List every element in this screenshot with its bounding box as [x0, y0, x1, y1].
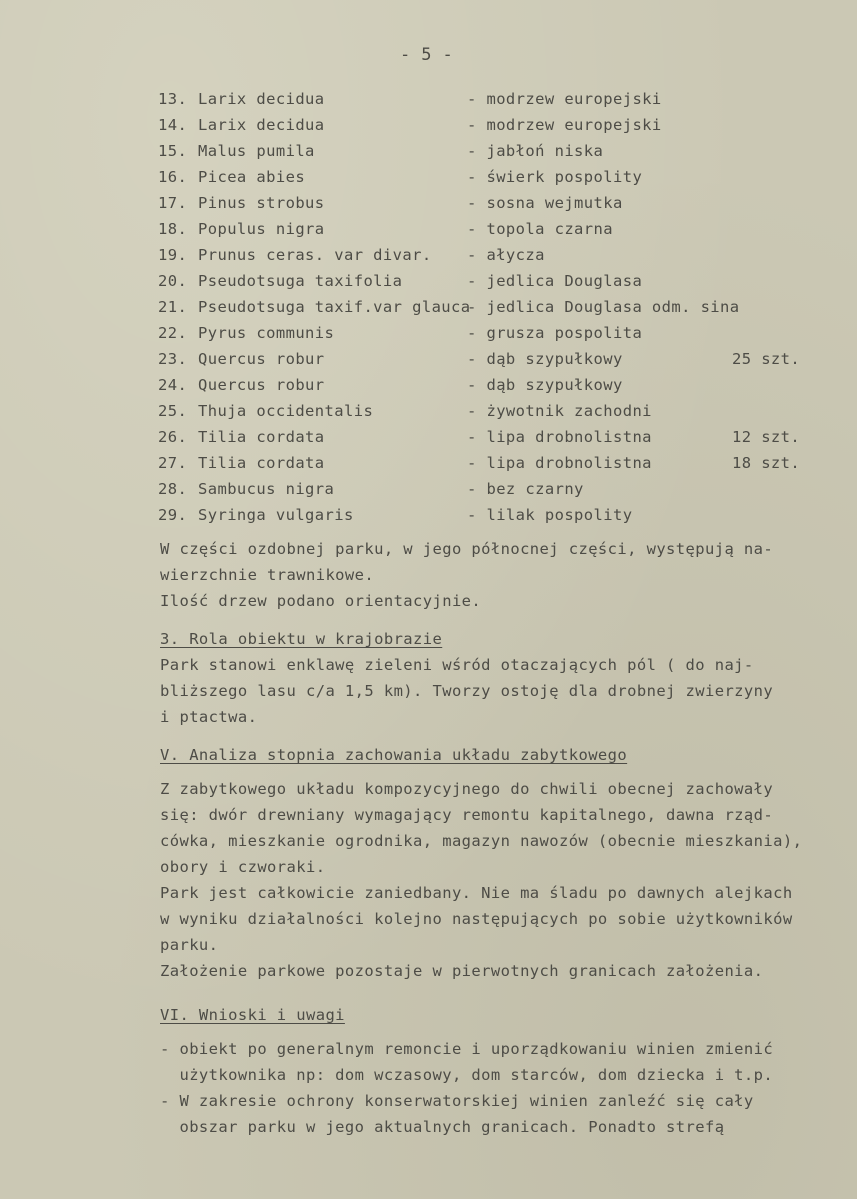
note-line-1: W części ozdobnej parku, w jego północnej części, występują na-	[160, 540, 774, 558]
note-line-3: Ilość drzew podano orientacyjnie.	[160, 592, 482, 610]
species-polish-name: - jedlica Douglasa odm. sina	[467, 298, 740, 316]
species-polish-name: - grusza pospolita	[467, 324, 643, 342]
section-5-line-3: cówka, mieszkanie ogrodnika, magazyn nawozów (obecnie mieszkania),	[160, 832, 803, 850]
species-number: 23.	[158, 350, 188, 368]
species-latin-name: Populus nigra	[198, 220, 325, 238]
section-6-line-1: - obiekt po generalnym remoncie i uporządkowaniu winien zmienić	[160, 1040, 774, 1058]
species-latin-name: Syringa vulgaris	[198, 506, 354, 524]
species-number: 27.	[158, 454, 188, 472]
section-3-heading: 3. Rola obiektu w krajobrazie	[160, 630, 443, 648]
species-latin-name: Tilia cordata	[198, 454, 325, 472]
species-latin-name: Pseudotsuga taxifolia	[198, 272, 403, 290]
species-polish-name: - ałycza	[467, 246, 545, 264]
section-3-line-3: i ptactwa.	[160, 708, 258, 726]
species-number: 16.	[158, 168, 188, 186]
section-5-line-5: Park jest całkowicie zaniedbany. Nie ma śladu po dawnych alejkach	[160, 884, 793, 902]
species-number: 15.	[158, 142, 188, 160]
species-polish-name: - lipa drobnolistna	[467, 428, 652, 446]
species-number: 29.	[158, 506, 188, 524]
species-number: 21.	[158, 298, 188, 316]
species-number: 26.	[158, 428, 188, 446]
section-5-line-8: Założenie parkowe pozostaje w pierwotnych granicach założenia.	[160, 962, 764, 980]
species-polish-name: - bez czarny	[467, 480, 584, 498]
note-line-2: wierzchnie trawnikowe.	[160, 566, 375, 584]
page-number: - 5 -	[400, 45, 454, 65]
species-latin-name: Quercus robur	[198, 350, 325, 368]
section-3-line-2: bliższego lasu c/a 1,5 km). Tworzy ostoję dla drobnej zwierzyny	[160, 682, 774, 700]
species-polish-name: - lilak pospolity	[467, 506, 633, 524]
species-latin-name: Sambucus nigra	[198, 480, 335, 498]
species-number: 17.	[158, 194, 188, 212]
section-5-line-4: obory i czworaki.	[160, 858, 326, 876]
species-latin-name: Quercus robur	[198, 376, 325, 394]
species-polish-name: - jedlica Douglasa	[467, 272, 643, 290]
section-6-line-4: obszar parku w jego aktualnych granicach. Ponadto strefą	[160, 1118, 725, 1136]
species-polish-name: - dąb szypułkowy	[467, 376, 623, 394]
species-number: 20.	[158, 272, 188, 290]
species-polish-name: - topola czarna	[467, 220, 613, 238]
section-3-line-1: Park stanowi enklawę zieleni wśród otaczających pól ( do naj-	[160, 656, 754, 674]
section-5-line-7: parku.	[160, 936, 219, 954]
species-number: 24.	[158, 376, 188, 394]
species-number: 19.	[158, 246, 188, 264]
species-polish-name: - sosna wejmutka	[467, 194, 623, 212]
section-5-heading: V. Analiza stopnia zachowania układu zabytkowego	[160, 746, 628, 764]
species-polish-name: - modrzew europejski	[467, 90, 662, 108]
species-polish-name: - jabłoń niska	[467, 142, 604, 160]
species-count: 18 szt.	[732, 454, 801, 472]
species-latin-name: Pyrus communis	[198, 324, 335, 342]
species-latin-name: Pseudotsuga taxif.var glauca	[198, 298, 471, 316]
species-polish-name: - lipa drobnolistna	[467, 454, 652, 472]
species-polish-name: - żywotnik zachodni	[467, 402, 652, 420]
section-5-line-1: Z zabytkowego układu kompozycyjnego do chwili obecnej zachowały	[160, 780, 774, 798]
species-number: 22.	[158, 324, 188, 342]
species-latin-name: Prunus ceras. var divar.	[198, 246, 432, 264]
species-latin-name: Tilia cordata	[198, 428, 325, 446]
species-count: 12 szt.	[732, 428, 801, 446]
species-count: 25 szt.	[732, 350, 801, 368]
species-number: 13.	[158, 90, 188, 108]
section-5-line-2: się: dwór drewniany wymagający remontu kapitalnego, dawna rząd-	[160, 806, 774, 824]
species-polish-name: - świerk pospolity	[467, 168, 643, 186]
species-polish-name: - modrzew europejski	[467, 116, 662, 134]
species-polish-name: - dąb szypułkowy	[467, 350, 623, 368]
section-6-line-2: użytkownika np: dom wczasowy, dom starców, dom dziecka i t.p.	[160, 1066, 774, 1084]
species-number: 14.	[158, 116, 188, 134]
species-latin-name: Malus pumila	[198, 142, 315, 160]
species-latin-name: Thuja occidentalis	[198, 402, 374, 420]
section-6-heading: VI. Wnioski i uwagi	[160, 1006, 345, 1024]
section-6-line-3: - W zakresie ochrony konserwatorskiej winien zanleźć się cały	[160, 1092, 754, 1110]
species-latin-name: Pinus strobus	[198, 194, 325, 212]
species-latin-name: Larix decidua	[198, 116, 325, 134]
species-latin-name: Picea abies	[198, 168, 306, 186]
species-number: 25.	[158, 402, 188, 420]
species-latin-name: Larix decidua	[198, 90, 325, 108]
species-number: 28.	[158, 480, 188, 498]
section-5-line-6: w wyniku działalności kolejno następujących po sobie użytkowników	[160, 910, 793, 928]
species-number: 18.	[158, 220, 188, 238]
